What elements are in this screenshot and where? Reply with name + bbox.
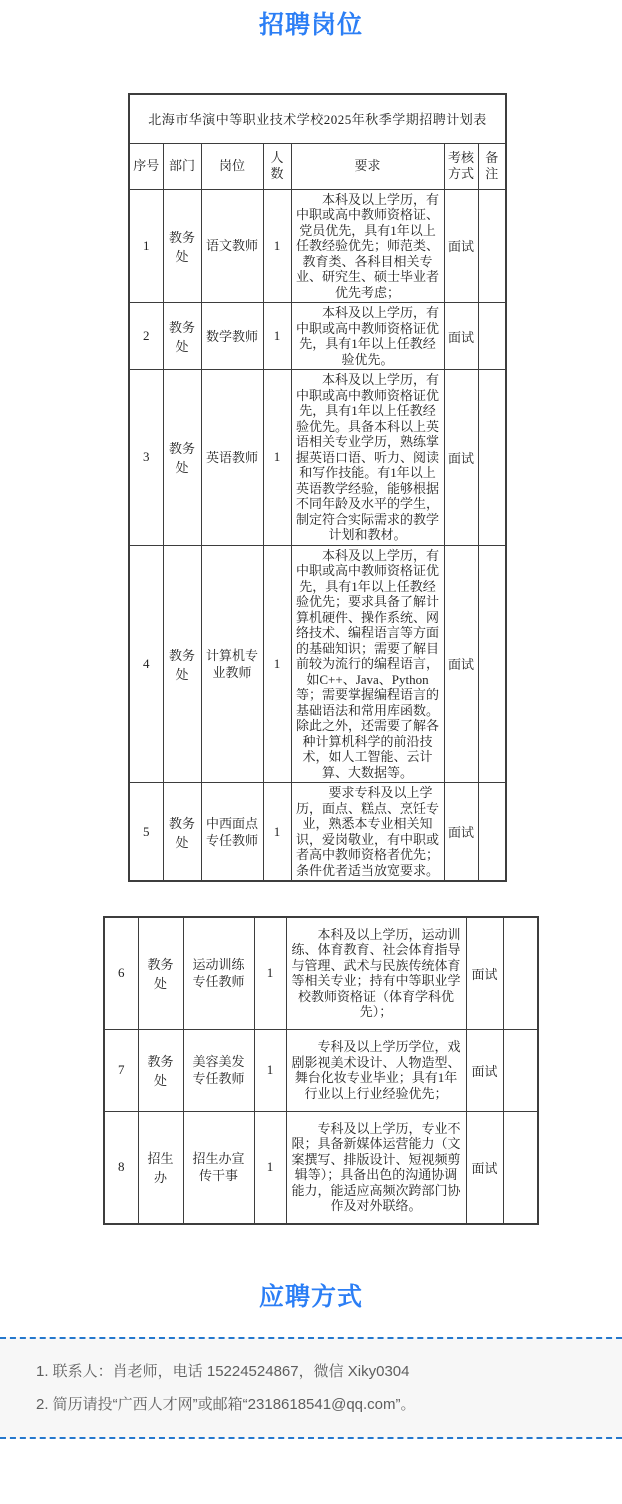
cell-pos: 计算机专业教师 (201, 545, 263, 783)
cell-dept: 教务处 (163, 370, 201, 546)
col-header-position: 岗位 (201, 143, 263, 189)
cell-requirements: 本科及以上学历，运动训练、体育教育、社会体育指导与管理、武术与民族传统体育等相关专业；持有中等职业学校教师资格证（体育学科优先）； (286, 917, 466, 1029)
cell-seq: 6 (104, 917, 138, 1029)
cell-seq: 3 (129, 370, 163, 546)
cell-count: 1 (263, 783, 291, 882)
cell-assessment: 面试 (444, 189, 478, 303)
table-row (104, 917, 538, 1029)
cell-assessment: 面试 (466, 917, 503, 1029)
cell-note (503, 917, 538, 1029)
cell-pos: 中西面点专任教师 (201, 783, 263, 882)
cell-requirements: 要求专科及以上学历，面点、糕点、烹饪专业，熟悉本专业相关知识，爱岗敬业，有中职或者高中教师资格者优先；条件优者适当放宽要求。 (291, 783, 444, 882)
table-row (129, 545, 506, 783)
cell-dept: 招生办 (138, 1111, 183, 1224)
cell-pos: 美容美发专任教师 (183, 1029, 254, 1111)
cell-count: 1 (254, 1111, 286, 1224)
cell-seq: 5 (129, 783, 163, 882)
table-row (104, 1029, 538, 1111)
col-header-seq: 序号 (129, 143, 163, 189)
apply-method-panel (0, 1337, 622, 1439)
table-row (104, 1111, 538, 1224)
cell-seq: 2 (129, 303, 163, 370)
cell-requirements: 本科及以上学历，有中职或高中教师资格证优先，具有1年以上任教经验优先。具备本科以上英语相关专业学历，熟练掌握英语口语、听力、阅读和写作技能。有1年以上英语教学经验，能够根据不同年龄及水平的学生，制定符合实际需求的教学计划和教材。 (291, 370, 444, 546)
cell-dept: 教务处 (163, 189, 201, 303)
contact-line-2: 2. 简历请投“广西人才网”或邮箱“2318618541@qq.com”。 (36, 1396, 416, 1413)
cell-seq: 8 (104, 1111, 138, 1224)
apply-method-heading: 应聘方式 (258, 1283, 363, 1311)
cell-dept: 教务处 (163, 783, 201, 882)
cell-seq: 4 (129, 545, 163, 783)
col-header-assessment: 考核方式 (444, 143, 478, 189)
cell-pos: 运动训练专任教师 (183, 917, 254, 1029)
bottom-whitespace (0, 1439, 622, 1504)
cell-count: 1 (263, 189, 291, 303)
cell-assessment: 面试 (466, 1111, 503, 1224)
cell-pos: 招生办宣传干事 (183, 1111, 254, 1224)
cell-assessment: 面试 (444, 783, 478, 882)
cell-requirements: 本科及以上学历，有中职或高中教师资格证、党员优先，具有1年以上任教经验优先；师范类、教育类、各科目相关专业、研究生、硕士毕业者优先考虑； (291, 189, 444, 303)
cell-count: 1 (263, 370, 291, 546)
recruit-positions-heading: 招聘岗位 (258, 11, 363, 39)
cell-note (478, 189, 506, 303)
cell-seq: 1 (129, 189, 163, 303)
cell-count: 1 (254, 1029, 286, 1111)
cell-seq: 7 (104, 1029, 138, 1111)
cell-dept: 教务处 (163, 303, 201, 370)
cell-count: 1 (254, 917, 286, 1029)
cell-note (478, 303, 506, 370)
recruit-plan-table-part1 (128, 93, 507, 882)
cell-requirements: 本科及以上学历，有中职或高中教师资格证优先，具有1年以上任教经验优先；要求具备了解计算机硬件、操作系统、网络技术、编程语言等方面的基础知识；需要了解目前较为流行的编程语言，如C++、Java、Python等；需要掌握编程语言的基础语法和常用库函数。除此之外，还需要了解各种计算机科学的前沿技术，如人工智能、云计算、大数据等。 (291, 545, 444, 783)
cell-pos: 语文教师 (201, 189, 263, 303)
table-row (129, 189, 506, 303)
col-header-count: 人数 (263, 143, 291, 189)
cell-pos: 数学教师 (201, 303, 263, 370)
cell-requirements: 专科及以上学历学位，戏剧影视美术设计、人物造型、舞台化妆专业毕业；具有1年行业以上行业经验优先； (286, 1029, 466, 1111)
cell-dept: 教务处 (138, 1029, 183, 1111)
cell-note (503, 1111, 538, 1224)
table-row (129, 303, 506, 370)
cell-dept: 教务处 (138, 917, 183, 1029)
col-header-note: 备注 (478, 143, 506, 189)
cell-assessment: 面试 (444, 370, 478, 546)
cell-note (478, 783, 506, 882)
cell-assessment: 面试 (466, 1029, 503, 1111)
contact-line-1: 1. 联系人：肖老师，电话 15224524867，微信 Xiky0304 (36, 1363, 410, 1380)
table-title: 北海市华演中等职业技术学校2025年秋季学期招聘计划表 (129, 94, 506, 143)
cell-note (478, 545, 506, 783)
cell-pos: 英语教师 (201, 370, 263, 546)
cell-note (478, 370, 506, 546)
table-row (129, 783, 506, 882)
cell-dept: 教务处 (163, 545, 201, 783)
col-header-dept: 部门 (163, 143, 201, 189)
table-header-row (129, 143, 506, 189)
cell-assessment: 面试 (444, 303, 478, 370)
col-header-requirements: 要求 (291, 143, 444, 189)
cell-requirements: 本科及以上学历，有中职或高中教师资格证优先，具有1年以上任教经验优先。 (291, 303, 444, 370)
cell-count: 1 (263, 545, 291, 783)
cell-note (503, 1029, 538, 1111)
table-row (129, 370, 506, 546)
cell-count: 1 (263, 303, 291, 370)
cell-assessment: 面试 (444, 545, 478, 783)
recruit-plan-table-part2 (103, 916, 539, 1225)
cell-requirements: 专科及以上学历，专业不限；具备新媒体运营能力（文案撰写、排版设计、短视频剪辑等）；具备出色的沟通协调能力，能适应高频次跨部门协作及对外联络。 (286, 1111, 466, 1224)
table-title-row (129, 94, 506, 143)
